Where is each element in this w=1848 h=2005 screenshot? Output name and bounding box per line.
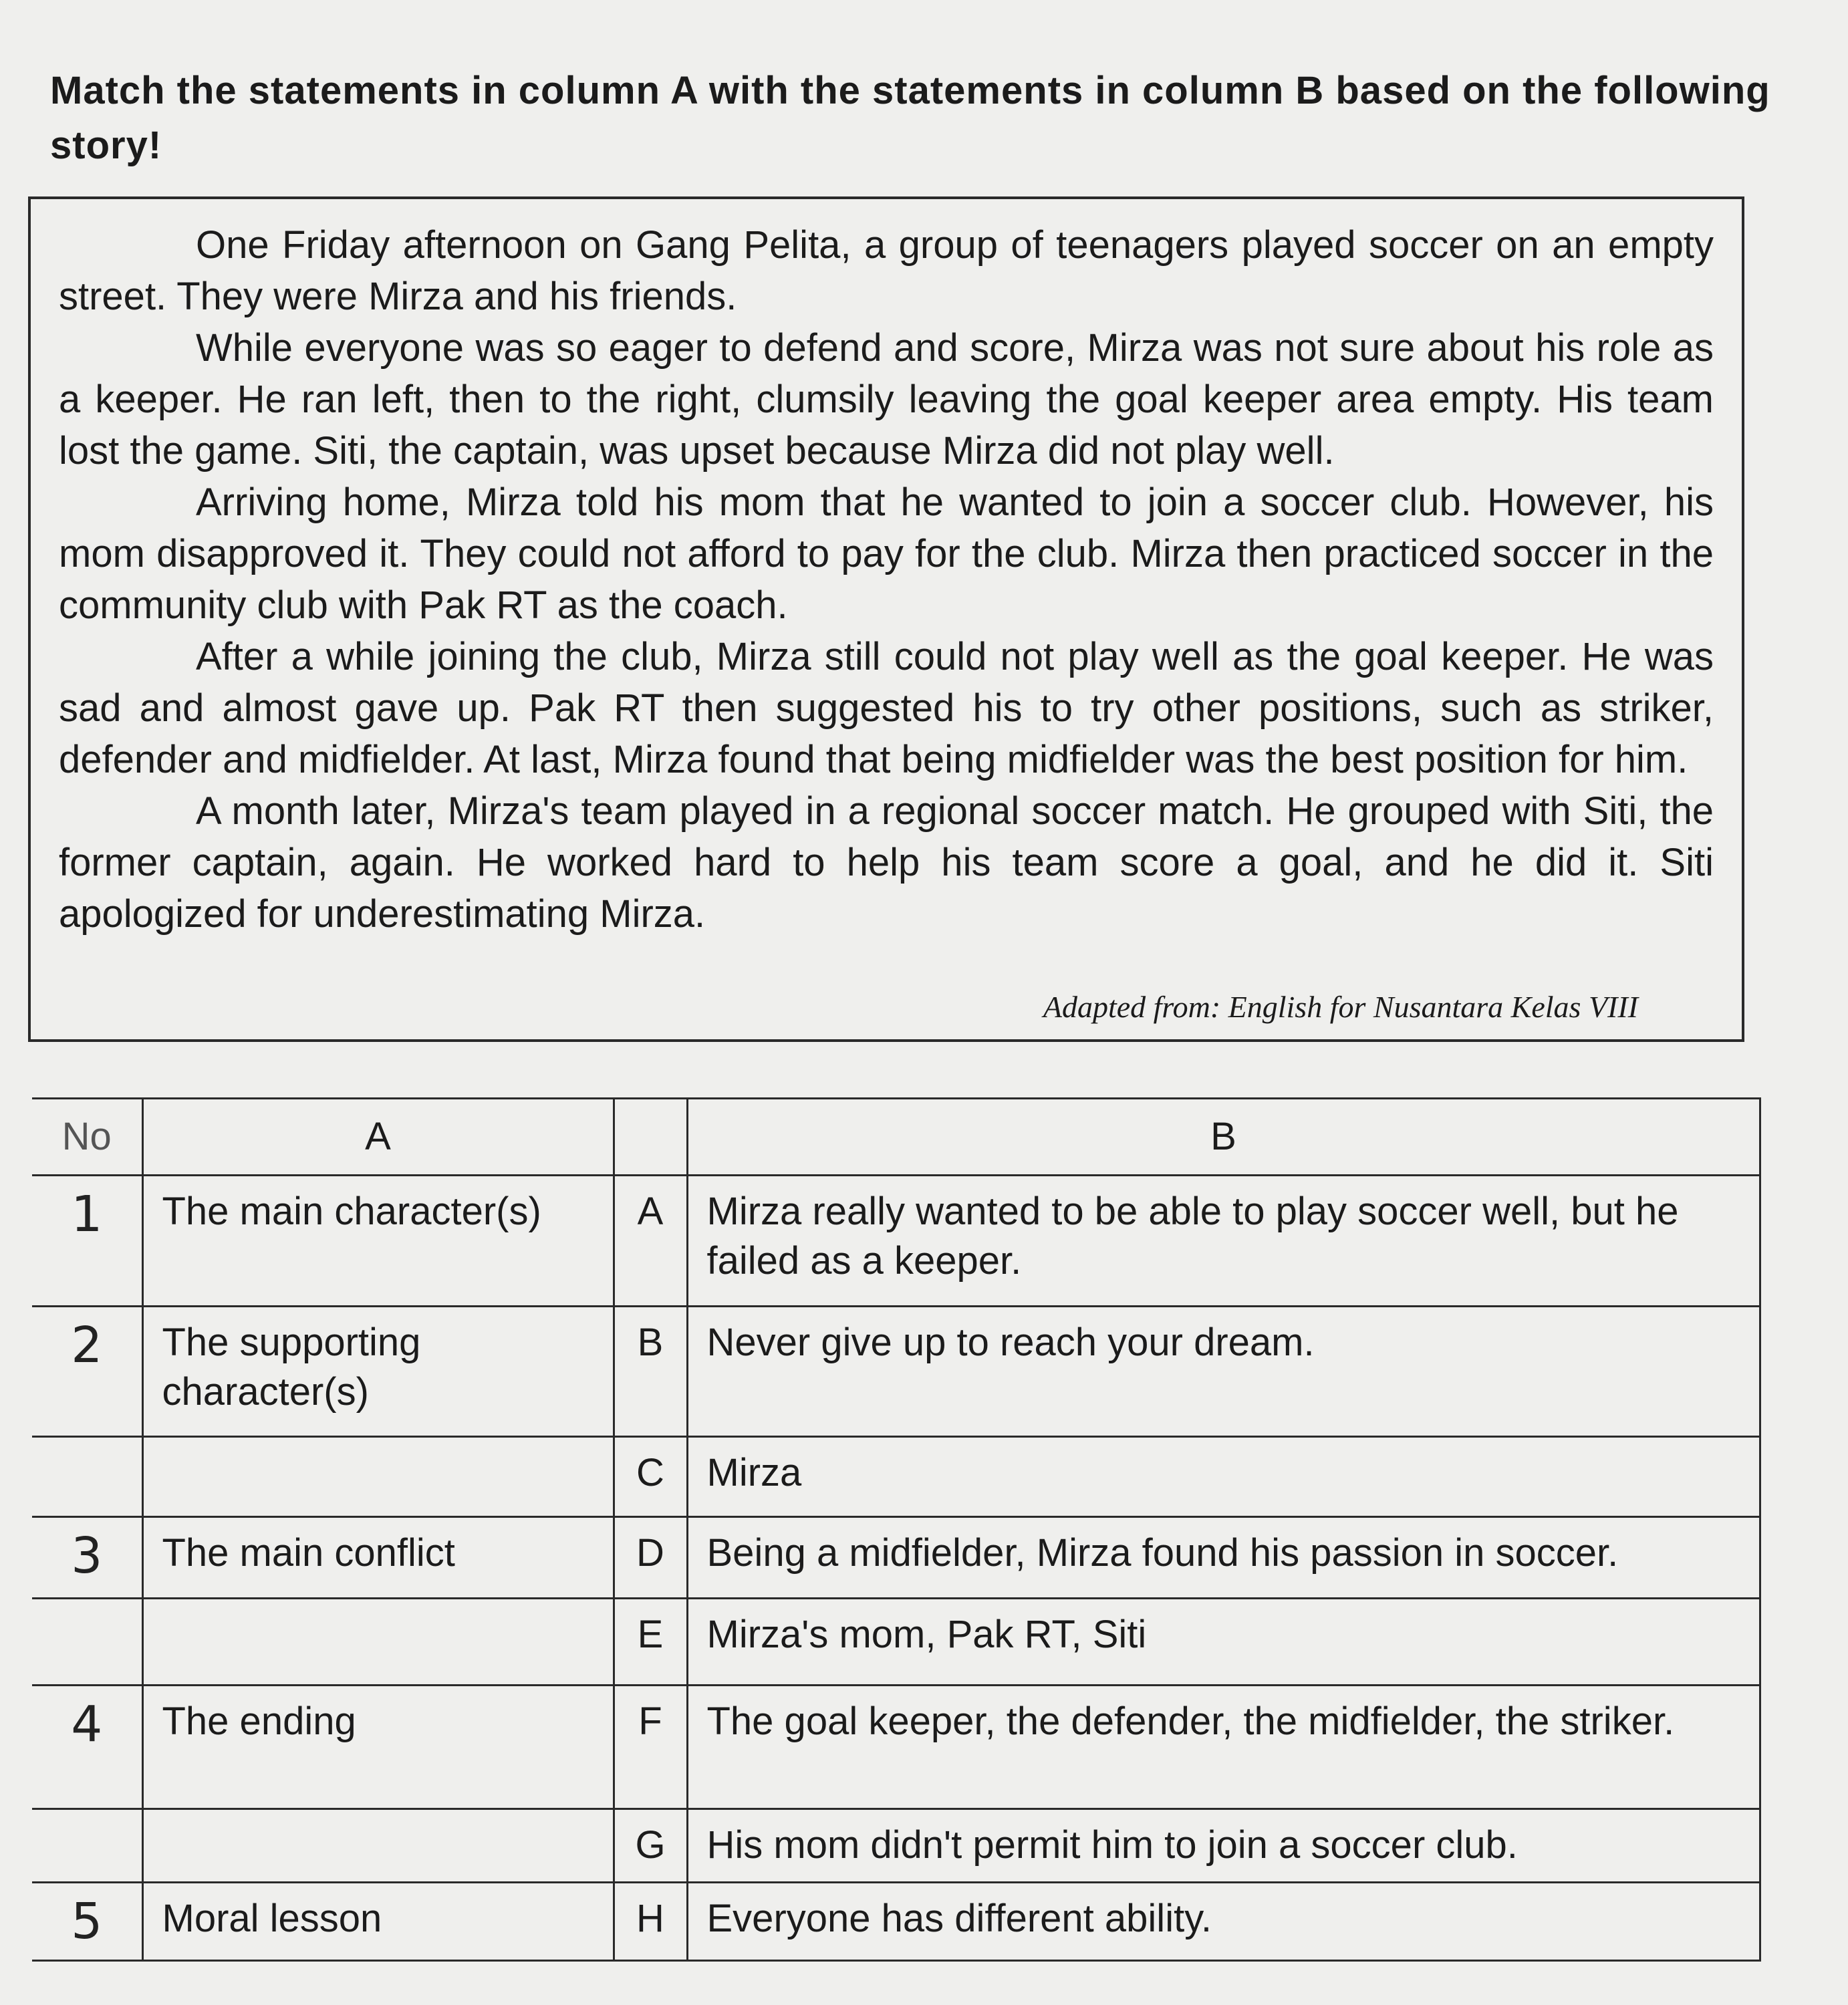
handwritten-number: 3 <box>71 1527 103 1585</box>
header-column-a: A <box>142 1099 614 1176</box>
story-source <box>1043 989 1638 1025</box>
story-box <box>28 196 1744 1042</box>
option-letter: D <box>614 1517 687 1599</box>
row-number <box>32 1686 142 1809</box>
column-b-cell: His mom didn't permit him to join a soccer club. <box>687 1809 1760 1883</box>
column-b-cell: Never give up to reach your dream. <box>687 1307 1760 1437</box>
header-no: No <box>32 1099 142 1176</box>
column-b-cell: Mirza's mom, Pak RT, Siti <box>687 1599 1760 1686</box>
column-a-cell: The main character(s) <box>142 1176 614 1307</box>
table-row <box>32 1307 1760 1437</box>
column-b-cell: Mirza really wanted to be able to play soccer well, but he failed as a keeper. <box>687 1176 1760 1307</box>
column-b-cell: The goal keeper, the defender, the midfielder, the striker. <box>687 1686 1760 1809</box>
instruction-heading: Match the statements in column A with the statements in column B based on the following story! <box>50 69 1770 167</box>
row-number <box>32 1307 142 1437</box>
handwritten-number: 4 <box>71 1696 103 1753</box>
row-number <box>32 1517 142 1599</box>
row-number <box>32 1809 142 1883</box>
handwritten-number: 5 <box>71 1893 103 1950</box>
column-a-cell: The ending <box>142 1686 614 1809</box>
table-row <box>32 1809 1760 1883</box>
source-title: for Nusantara Kelas VIII <box>1329 990 1638 1024</box>
source-prefix: Adapted from: English <box>1043 990 1330 1024</box>
handwritten-number: 2 <box>71 1317 103 1374</box>
option-letter: A <box>614 1176 687 1307</box>
handwritten-number: 1 <box>71 1186 103 1243</box>
option-letter: E <box>614 1599 687 1686</box>
column-a-cell <box>142 1437 614 1517</box>
story-paragraph: A month later, Mirza's team played in a regional soccer match. He grouped with Siti, the former captain, again. He worked hard to help his team score a goal, and he did it. Siti apologized for underestimating Mirza. <box>59 789 1714 936</box>
column-a-cell: Moral lesson <box>142 1883 614 1961</box>
option-letter: H <box>614 1883 687 1961</box>
option-letter: C <box>614 1437 687 1517</box>
table-row <box>32 1176 1760 1307</box>
story-paragraph: Arriving home, Mirza told his mom that he wanted to join a soccer club. However, his mom disapproved it. They could not afford to pay for the club. Mirza then practiced soccer in the community club with Pak RT as the coach. <box>59 481 1714 627</box>
row-number <box>32 1599 142 1686</box>
story-paragraph: While everyone was so eager to defend and score, Mirza was not sure about his role as a keeper. He ran left, then to the right, clumsily leaving the goal keeper area empty. His team lost the game. Siti, the captain, was upset because Mirza did not play well. <box>59 326 1714 473</box>
table-row <box>32 1517 1760 1599</box>
table-row <box>32 1883 1760 1961</box>
story-paragraph: One Friday afternoon on Gang Pelita, a group of teenagers played soccer on an empty street. They were Mirza and his friends. <box>59 223 1714 318</box>
column-a-cell: The main conflict <box>142 1517 614 1599</box>
option-letter: B <box>614 1307 687 1437</box>
column-a-cell <box>142 1599 614 1686</box>
row-number <box>32 1176 142 1307</box>
column-a-cell: The supporting character(s) <box>142 1307 614 1437</box>
table-row <box>32 1686 1760 1809</box>
table-header-row <box>32 1099 1760 1176</box>
row-number <box>32 1883 142 1961</box>
column-b-cell: Being a midfielder, Mirza found his passion in soccer. <box>687 1517 1760 1599</box>
column-b-cell: Mirza <box>687 1437 1760 1517</box>
option-letter: F <box>614 1686 687 1809</box>
row-number <box>32 1437 142 1517</box>
table-row <box>32 1437 1760 1517</box>
header-letter <box>614 1099 687 1176</box>
table-row <box>32 1599 1760 1686</box>
option-letter: G <box>614 1809 687 1883</box>
story-paragraph: After a while joining the club, Mirza still could not play well as the goal keeper. He was sad and almost gave up. Pak RT then suggested his to try other positions, such as striker, defender and midfielder. At last, Mirza found that being midfielder was the best position for him. <box>59 635 1714 781</box>
column-a-cell <box>142 1809 614 1883</box>
column-b-cell: Everyone has different ability. <box>687 1883 1760 1961</box>
matching-table <box>32 1097 1761 1962</box>
header-column-b: B <box>687 1099 1760 1176</box>
